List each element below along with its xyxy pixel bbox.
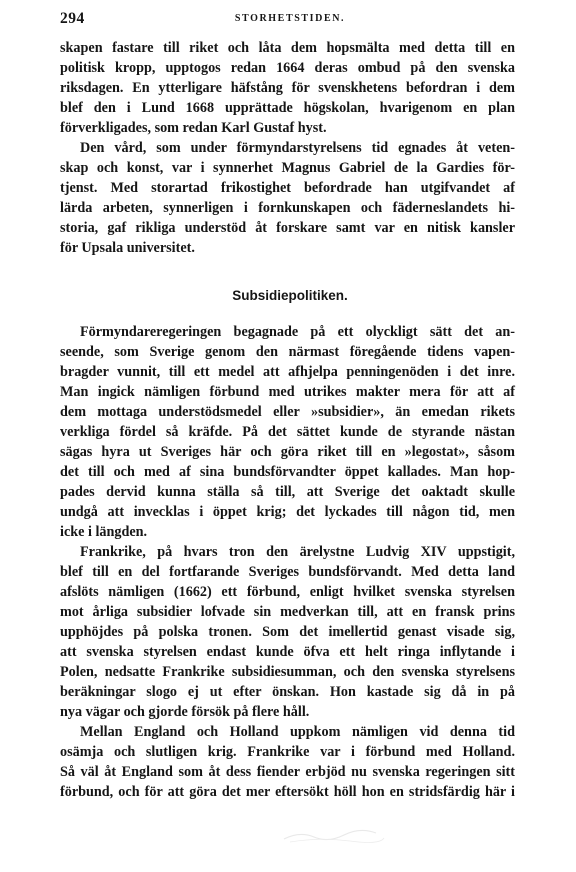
bleed-through-mark <box>280 825 390 845</box>
text-line: Frankrike, på hvars tron den ärelystne Ludvig XIV uppstigit, <box>80 544 515 560</box>
text-line: tjenst. Med storartad frikostighet befordrade han utgifvandet af <box>60 180 515 196</box>
text-line: Polen, nedsatte Frankrike subsidiesumman, och den svenska styrelsens <box>60 664 515 680</box>
text-line: afslöts nämligen (1662) ett förbund, enligt hvilket svenska styrelsen <box>60 584 515 600</box>
text-line: förverkligades, som redan Karl Gustaf hyst. <box>60 120 327 136</box>
text-line: skap och konst, var i synnerhet Magnus Gabriel de la Gardies för- <box>60 160 515 176</box>
text-line: upphöjdes på polska tronen. Som det imellertid genast visade sig, <box>60 624 515 640</box>
text-line: riksdagen. En ytterligare häfstång för svenskhetens befordran i dem <box>60 80 515 96</box>
text-line: Mellan England och Holland uppkom nämligen vid denna tid <box>80 724 515 740</box>
text-line: Man ingick nämligen förbund med utrikes makter mera för att af <box>60 384 515 400</box>
text-line: det till och med af sina bundsförvandter öppet kallades. Man hop- <box>60 464 515 480</box>
section-heading: Subsidiepolitiken. <box>232 288 348 303</box>
text-line: att svenska styrelsen endast kunde öfva ett helt ringa inflytande i <box>60 644 515 660</box>
text-line: politisk kropp, upptogos redan 1664 deras ombud på den svenska <box>60 60 515 76</box>
text-line: nya vägar och gjorde försök på flere håll. <box>60 704 310 720</box>
text-line: dem mottaga understödsmedel eller »subsidier», än emedan rikets <box>60 404 515 420</box>
text-line: pades dervid kunna ställa så till, att Sverige det oaktadt skulle <box>60 484 515 500</box>
text-line: Förmyndareregeringen begagnade på ett olyckligt sätt det an- <box>80 324 515 340</box>
page-number: 294 <box>60 10 85 27</box>
text-line: skapen fastare till riket och låta dem hopsmälta med detta till en <box>60 40 515 56</box>
text-line: icke i längden. <box>60 524 148 540</box>
text-line: verkliga fördel så kräfde. På det sättet kunde de styrande nästan <box>60 424 515 440</box>
running-title: STORHETSTIDEN. <box>234 13 346 24</box>
running-head <box>60 10 520 30</box>
text-line: undgå att invecklas i öppet krig; det lyckades till någon tid, men <box>60 504 515 520</box>
text-line: mot årliga subsidier lofvade sin medverkan till, att en fransk prins <box>60 604 515 620</box>
text-line: beräkningar slogo ej ut efter önskan. Hon kastade sig då in på <box>60 684 515 700</box>
text-line: osämja och slutligen krig. Frankrike var i förbund med Holland. <box>60 744 515 760</box>
text-line: bragder vunnit, till ett medel att afhjelpa penningenöden i det inre. <box>60 364 515 380</box>
text-line: lärda arbeten, synnerligen i fornkunskapen och fäderneslandets hi- <box>60 200 515 216</box>
text-line: Så väl åt England som åt dess fiender erbjöd nu svenska regeringen sitt <box>60 764 515 780</box>
text-line: förbund, och för att göra det mer eftersökt höll hon en stridsfärdig här i <box>60 784 515 800</box>
text-line: blef till en del fortfarande Sveriges bundsförvandt. Med detta land <box>60 564 515 580</box>
text-line: Den vård, som under förmyndarstyrelsens tid egnades åt veten- <box>80 140 515 156</box>
text-line: storia, gaf rikliga understöd åt forskare samt var en nitisk kansler <box>60 220 515 236</box>
text-line: för Upsala universitet. <box>60 240 195 256</box>
text-line: seende, som Sverige genom den närmast föregående tidens vapen- <box>60 344 515 360</box>
text-line: blef den i Lund 1668 upprättade högskolan, hvarigenom en plan <box>60 100 515 116</box>
text-line: sägas hyra ut Sveriges här och göra riket till en »legostat», såsom <box>60 444 515 460</box>
